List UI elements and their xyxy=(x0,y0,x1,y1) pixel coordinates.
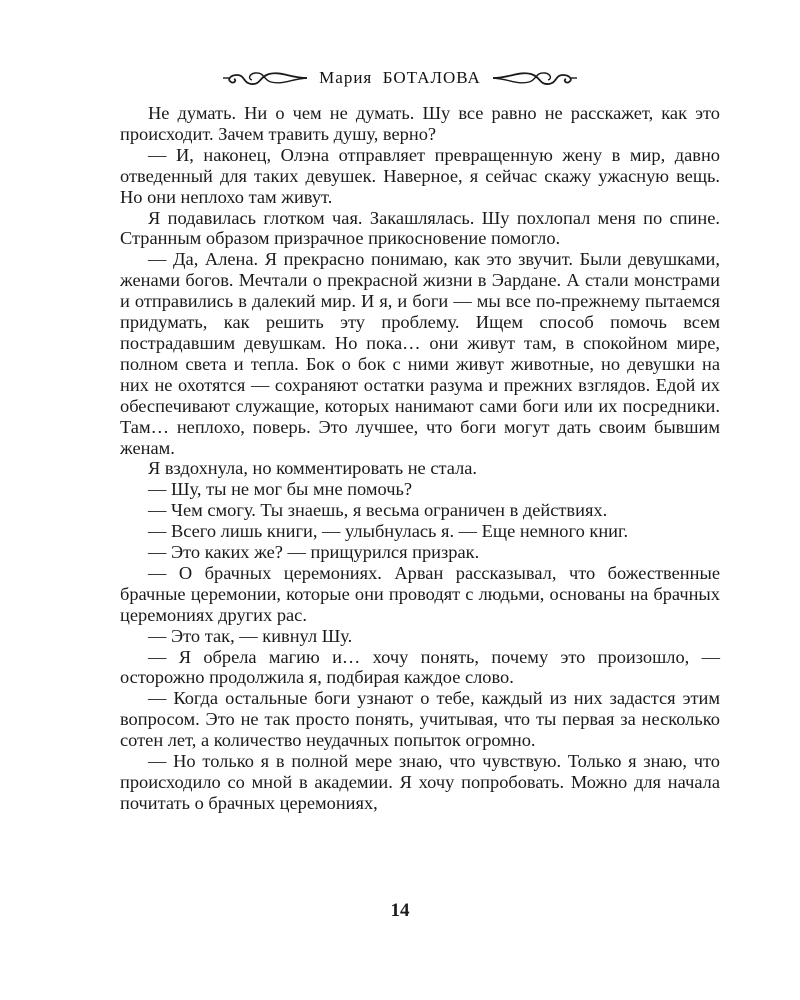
running-header-author xyxy=(319,68,481,88)
paragraph: — Это каких же? — прищурился призрак. xyxy=(148,542,480,563)
body-text xyxy=(120,103,720,814)
paragraph: — Чем смогу. Ты знаешь, я весьма ограничен в действиях. xyxy=(148,500,608,521)
paragraph: — Да, Алена. Я прекрасно понимаю, как это звучит. Были девушками, женами богов. Мечтали о прекрасной жизни в Эардане. А стали монстрами и отправились в далекий мир. И я, и боги — мы все по-прежнему пытаемся придумать, как решить эту проблему. Ищем способ помочь всем пострадавшим девушкам. Но пока… они живут там, в спокойном мире, полном света и тепла. Бок о бок с ними живут животные, но девушки на них не охотятся — сохраняют остатки разума и прежних взглядов. Едой их обеспечивают служащие, которых нанимают сами боги или их посредники. Там… неплохо, поверь. Это лучшее, что боги могут дать своим бывшим женам. xyxy=(120,249,720,458)
ornament-swirl-left-icon xyxy=(221,67,309,89)
paragraph: Я вздохнула, но комментировать не стала. xyxy=(148,458,478,479)
page-number: 14 xyxy=(390,900,410,921)
author-first-name: Мария xyxy=(319,68,373,87)
paragraph: — Но только я в полной мере знаю, что чувствую. Только я знаю, что происходило со мной в академии. Я хочу попробовать. Можно для начала почитать о брачных церемониях, xyxy=(120,751,720,813)
paragraph: — И, наконец, Олэна отправляет превращенную жену в мир, давно отведенный для таких девушек. Наверное, я сейчас скажу ужасную вещь. Но они неплохо там живут. xyxy=(120,144,720,207)
paragraph: — Это так, — кивнул Шу. xyxy=(148,625,353,646)
author-last-name: БОТАЛОВА xyxy=(382,68,481,87)
paragraph: — Я обрела магию и… хочу понять, почему это произошло, — осторожно продолжила я, подбирая каждое слово. xyxy=(120,646,720,688)
paragraph: — О брачных церемониях. Арван рассказывал, что божественные брачные церемонии, которые они проводят с людьми, основаны на брачных церемониях других рас. xyxy=(120,562,720,625)
ornament-swirl-right-icon xyxy=(491,67,579,89)
paragraph: — Всего лишь книги, — улыбнулась я. — Еще немного книг. xyxy=(148,521,629,542)
paragraph: Я подавилась глотком чая. Закашлялась. Шу похлопал меня по спине. Странным образом призрачное прикосновение помогло. xyxy=(120,207,720,249)
paragraph: — Шу, ты не мог бы мне помочь? xyxy=(148,479,413,500)
paragraph: — Когда остальные боги узнают о тебе, каждый из них задастся этим вопросом. Это не так просто понять, учитывая, что ты первая за несколько сотен лет, а количество неудачных попыток огромно. xyxy=(120,688,720,751)
paragraph: Не думать. Ни о чем не думать. Шу все равно не расскажет, как это происходит. Зачем травить душу, верно? xyxy=(120,103,720,144)
running-header xyxy=(0,62,800,94)
